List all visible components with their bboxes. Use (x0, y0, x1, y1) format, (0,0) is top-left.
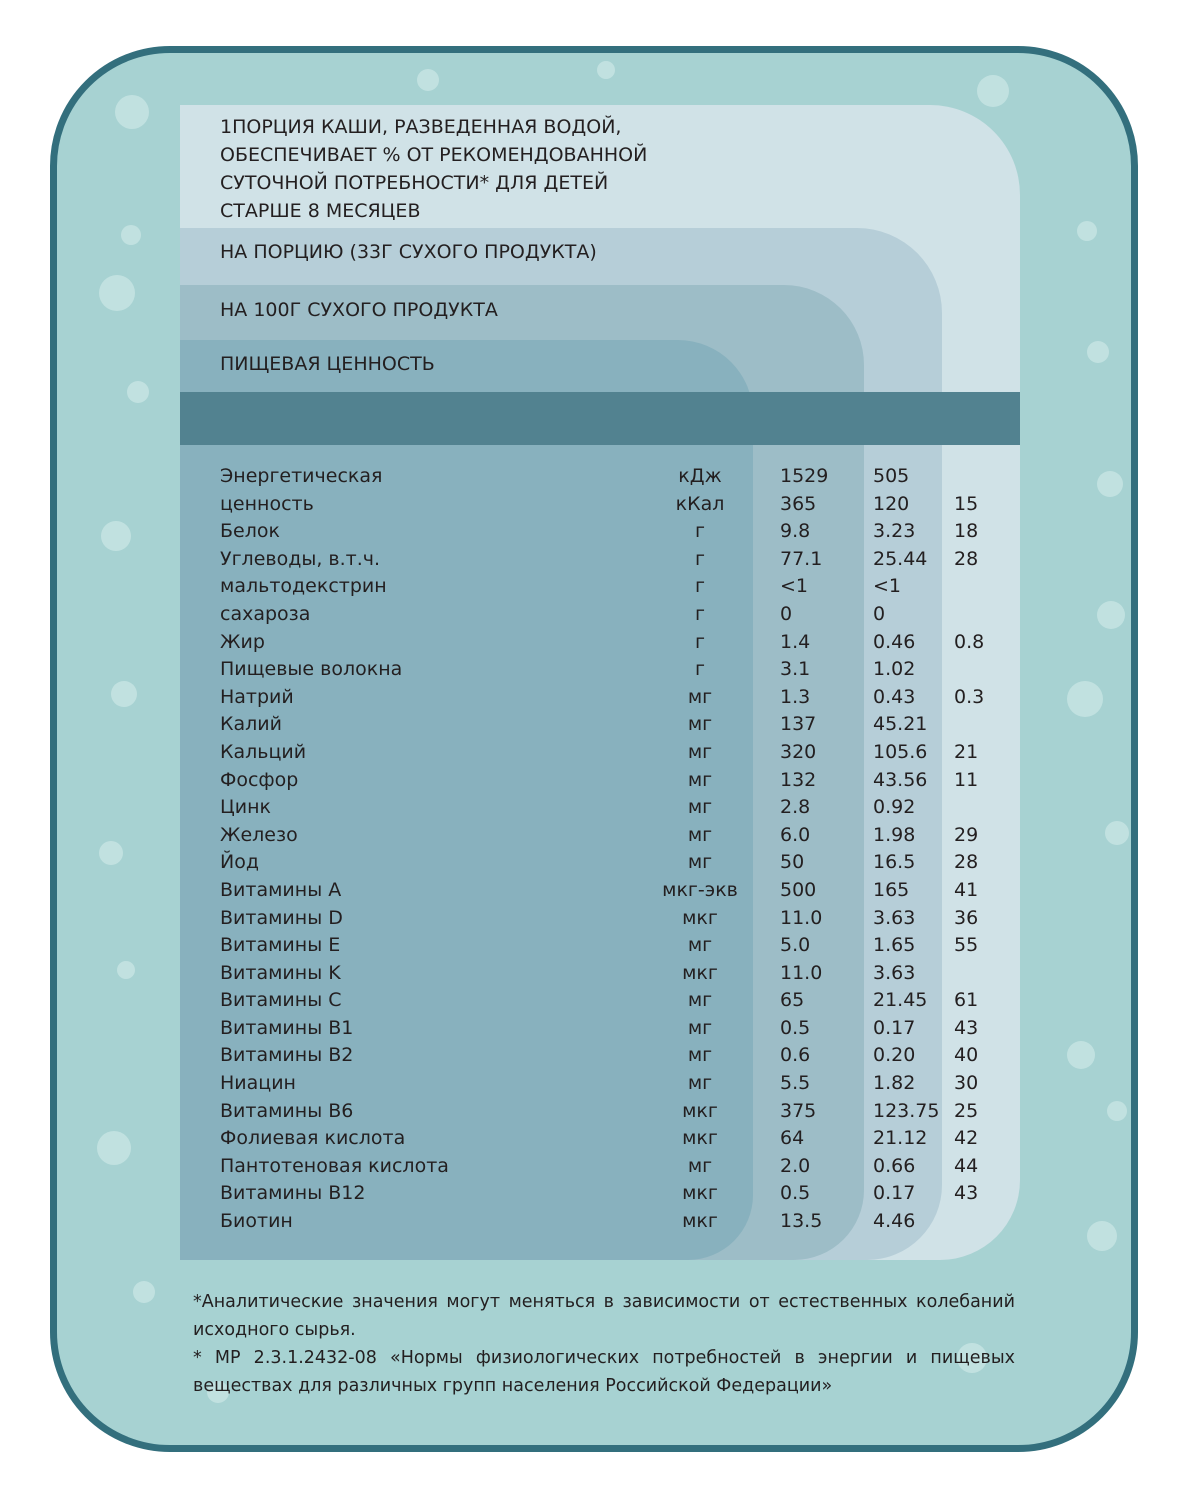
percent-daily-value: 28 (954, 547, 979, 570)
bubble-decoration (115, 95, 149, 129)
table-row (0, 546, 1200, 574)
bubble-decoration (1077, 221, 1097, 241)
per-serving-value: 0.66 (873, 1154, 916, 1177)
nutrient-name: Кальций (220, 740, 307, 763)
table-row (0, 794, 1200, 822)
per-serving-value: 21.45 (873, 989, 928, 1012)
unit-cell: мг (687, 934, 713, 957)
header-line: ОБЕСПЕЧИВАЕТ % ОТ РЕКОМЕНДОВАННОЙ (220, 144, 648, 166)
nutrient-name: Энергетическая (220, 465, 383, 487)
nutrient-name: Белок (220, 520, 280, 543)
footnote-reference: * МР 2.3.1.2432-08 «Нормы физиологических потребностей в энергии и пищевых веществах для различных групп населения Российской Федерации» (193, 1348, 1015, 1396)
unit-cell: мг (687, 685, 713, 708)
nutrition-table (0, 463, 1200, 1236)
per-serving-value: 123.75 (873, 1099, 940, 1122)
per-serving-value: 505 (873, 465, 910, 487)
percent-daily-value: 61 (954, 989, 979, 1012)
unit-cell: мкг-экв (662, 878, 738, 901)
table-row (0, 849, 1200, 877)
per-serving-value: 0.43 (873, 685, 916, 708)
percent-daily-value: 21 (954, 740, 979, 763)
percent-daily-value: 0.3 (954, 685, 985, 708)
nutrient-name: Витамины B6 (220, 1099, 354, 1122)
per-serving-value: 0 (873, 602, 886, 625)
nutrient-name: Витамины E (220, 934, 341, 957)
per-100g-value: 132 (780, 768, 817, 791)
per-100g-value: 50 (780, 851, 805, 874)
per-serving-value: 0.17 (873, 1016, 916, 1039)
percent-daily-value: 25 (954, 1099, 979, 1122)
table-row (0, 1070, 1200, 1098)
unit-cell: мг (687, 851, 713, 874)
per-serving-value: 3.63 (873, 906, 916, 929)
percent-daily-value: 40 (954, 1044, 979, 1067)
unit-cell: кКал (675, 492, 725, 515)
percent-daily-value: 0.8 (954, 630, 985, 653)
percent-daily-value: 18 (954, 520, 979, 543)
footnotes (193, 1288, 1015, 1400)
per-serving-value: 16.5 (873, 851, 916, 874)
nutrient-name: мальтодекстрин (220, 575, 387, 598)
unit-cell: мг (687, 1016, 713, 1039)
table-row (0, 573, 1200, 601)
per-100g-value: 365 (780, 492, 817, 515)
percent-daily-value: 42 (954, 1127, 979, 1150)
per-serving-value: 43.56 (873, 768, 928, 791)
table-row (0, 1042, 1200, 1070)
table-row (0, 601, 1200, 629)
nutrient-name: Фолиевая кислота (220, 1127, 406, 1150)
nutrient-name: Фосфор (220, 768, 299, 791)
nutrient-name: Витамины C (220, 989, 342, 1012)
per-100g-header: НА 100Г СУХОГО ПРОДУКТА (220, 299, 498, 321)
bubble-decoration (1087, 341, 1109, 363)
unit-cell: мг (687, 823, 713, 846)
table-row (0, 1125, 1200, 1153)
header-line: СУТОЧНОЙ ПОТРЕБНОСТИ* ДЛЯ ДЕТЕЙ (220, 172, 609, 194)
unit-cell: мкг (682, 906, 718, 929)
nutrient-name: Пищевые волокна (220, 658, 403, 681)
per-100g-value: 0.5 (780, 1016, 811, 1039)
unit-cell: мкг (682, 961, 718, 984)
per-serving-value: 1.82 (873, 1072, 916, 1095)
unit-cell: г (695, 575, 705, 598)
per-100g-value: 6.0 (780, 823, 811, 846)
per-100g-value: 9.8 (780, 520, 811, 543)
nutrient-name: Витамины B1 (220, 1016, 354, 1039)
nutrient-name: Калий (220, 713, 282, 736)
percent-daily-value: 30 (954, 1072, 979, 1095)
percent-daily-value: 43 (954, 1016, 979, 1039)
bubble-decoration (127, 381, 149, 403)
per-serving-value: 165 (873, 878, 910, 901)
per-100g-value: 11.0 (780, 961, 823, 984)
bubble-decoration (99, 275, 135, 311)
per-serving-value: 45.21 (873, 713, 928, 736)
table-row (0, 1098, 1200, 1126)
per-100g-value: 320 (780, 740, 817, 763)
header-line: 1ПОРЦИЯ КАШИ, РАЗВЕДЕННАЯ ВОДОЙ, (220, 116, 622, 138)
per-serving-value: 3.63 (873, 961, 916, 984)
per-serving-value: 4.46 (873, 1210, 916, 1233)
nutrition-value-header: ПИЩЕВАЯ ЦЕННОСТЬ (220, 353, 435, 375)
nutrient-name: Йод (220, 851, 259, 874)
unit-cell: мкг (682, 1182, 718, 1205)
table-row (0, 491, 1200, 519)
per-100g-value: 1529 (780, 465, 829, 487)
table-row (0, 1208, 1200, 1236)
table-row (0, 463, 1200, 491)
table-row (0, 767, 1200, 795)
nutrient-name: Биотин (220, 1210, 293, 1233)
bubble-decoration (417, 69, 439, 91)
per-100g-value: 137 (780, 713, 817, 736)
nutrient-name: Витамины K (220, 961, 341, 984)
per-100g-value: 77.1 (780, 547, 823, 570)
table-row (0, 905, 1200, 933)
table-row (0, 1153, 1200, 1181)
header-divider-bar (180, 392, 1020, 445)
unit-cell: г (695, 658, 705, 681)
per-serving-header: НА ПОРЦИЮ (33Г СУХОГО ПРОДУКТА) (220, 241, 597, 263)
unit-cell: г (695, 630, 705, 653)
nutrient-name: Натрий (220, 685, 294, 708)
unit-cell: мг (687, 796, 713, 819)
table-row (0, 518, 1200, 546)
per-serving-value: 1.65 (873, 934, 916, 957)
per-100g-value: <1 (780, 575, 809, 598)
per-100g-value: 2.8 (780, 796, 811, 819)
unit-cell: кДж (678, 465, 722, 487)
table-row (0, 656, 1200, 684)
percent-daily-value: 44 (954, 1154, 979, 1177)
per-100g-value: 65 (780, 989, 805, 1012)
footnote-analytical: *Аналитические значения могут меняться в зависимости от естественных колебаний исходного сырья. (193, 1292, 1015, 1340)
table-row (0, 739, 1200, 767)
bubble-decoration (977, 75, 1009, 107)
percent-daily-value: 15 (954, 492, 979, 515)
nutrient-name: Углеводы, в.т.ч. (220, 547, 381, 570)
percent-daily-value: 41 (954, 878, 979, 901)
percent-daily-value: 55 (954, 934, 979, 957)
bubble-decoration (133, 1281, 155, 1303)
per-serving-value: 0.17 (873, 1182, 916, 1205)
table-row (0, 877, 1200, 905)
nutrient-name: Витамины А (220, 878, 342, 901)
per-serving-value: 120 (873, 492, 910, 515)
per-100g-value: 5.0 (780, 934, 811, 957)
unit-cell: мкг (682, 1210, 718, 1233)
unit-cell: г (695, 602, 705, 625)
per-100g-value: 0 (780, 602, 793, 625)
percent-daily-value: 28 (954, 851, 979, 874)
per-serving-value: 1.98 (873, 823, 916, 846)
nutrient-name: Витамины D (220, 906, 343, 929)
per-100g-value: 11.0 (780, 906, 823, 929)
per-serving-value: 0.92 (873, 796, 916, 819)
per-serving-value: <1 (873, 575, 902, 598)
table-row (0, 684, 1200, 712)
unit-cell: г (695, 520, 705, 543)
unit-cell: мг (687, 1044, 713, 1067)
table-row (0, 629, 1200, 657)
per-serving-value: 1.02 (873, 658, 916, 681)
header-line: СТАРШЕ 8 МЕСЯЦЕВ (220, 200, 421, 222)
nutrient-name: Пантотеновая кислота (220, 1154, 449, 1177)
percent-daily-value: 29 (954, 823, 979, 846)
per-100g-value: 64 (780, 1127, 805, 1150)
nutrient-name: Железо (220, 823, 298, 846)
unit-cell: мг (687, 768, 713, 791)
unit-cell: мг (687, 989, 713, 1012)
per-100g-value: 1.4 (780, 630, 811, 653)
table-row (0, 711, 1200, 739)
per-100g-value: 13.5 (780, 1210, 823, 1233)
per-100g-value: 500 (780, 878, 817, 901)
unit-cell: г (695, 547, 705, 570)
percent-daily-value: 43 (954, 1182, 979, 1205)
table-row (0, 1015, 1200, 1043)
nutrient-name: Витамины B2 (220, 1044, 354, 1067)
unit-cell: мг (687, 713, 713, 736)
per-100g-value: 5.5 (780, 1072, 811, 1095)
per-100g-value: 1.3 (780, 685, 811, 708)
table-row (0, 1180, 1200, 1208)
table-row (0, 987, 1200, 1015)
per-serving-value: 21.12 (873, 1127, 928, 1150)
per-serving-value: 25.44 (873, 547, 928, 570)
unit-cell: мкг (682, 1099, 718, 1122)
per-100g-value: 3.1 (780, 658, 811, 681)
unit-cell: мг (687, 1072, 713, 1095)
nutrient-name: сахароза (220, 602, 311, 625)
unit-cell: мкг (682, 1127, 718, 1150)
bubble-decoration (597, 61, 615, 79)
nutrient-name: Жир (220, 630, 265, 653)
bubble-decoration (121, 225, 141, 245)
per-serving-value: 0.46 (873, 630, 916, 653)
table-row (0, 960, 1200, 988)
per-serving-value: 0.20 (873, 1044, 916, 1067)
table-row (0, 932, 1200, 960)
unit-cell: мг (687, 740, 713, 763)
nutrient-name: Цинк (220, 796, 271, 819)
nutrient-name: Витамины B12 (220, 1182, 366, 1205)
per-100g-value: 2.0 (780, 1154, 811, 1177)
percent-daily-header (220, 113, 740, 225)
per-100g-value: 0.6 (780, 1044, 811, 1067)
per-serving-value: 105.6 (873, 740, 928, 763)
per-serving-value: 3.23 (873, 520, 916, 543)
per-100g-value: 375 (780, 1099, 817, 1122)
percent-daily-value: 36 (954, 906, 979, 929)
per-100g-value: 0.5 (780, 1182, 811, 1205)
nutrient-name: Ниацин (220, 1072, 296, 1095)
unit-cell: мг (687, 1154, 713, 1177)
table-row (0, 822, 1200, 850)
percent-daily-value: 11 (954, 768, 979, 791)
nutrient-name: ценность (220, 492, 314, 515)
